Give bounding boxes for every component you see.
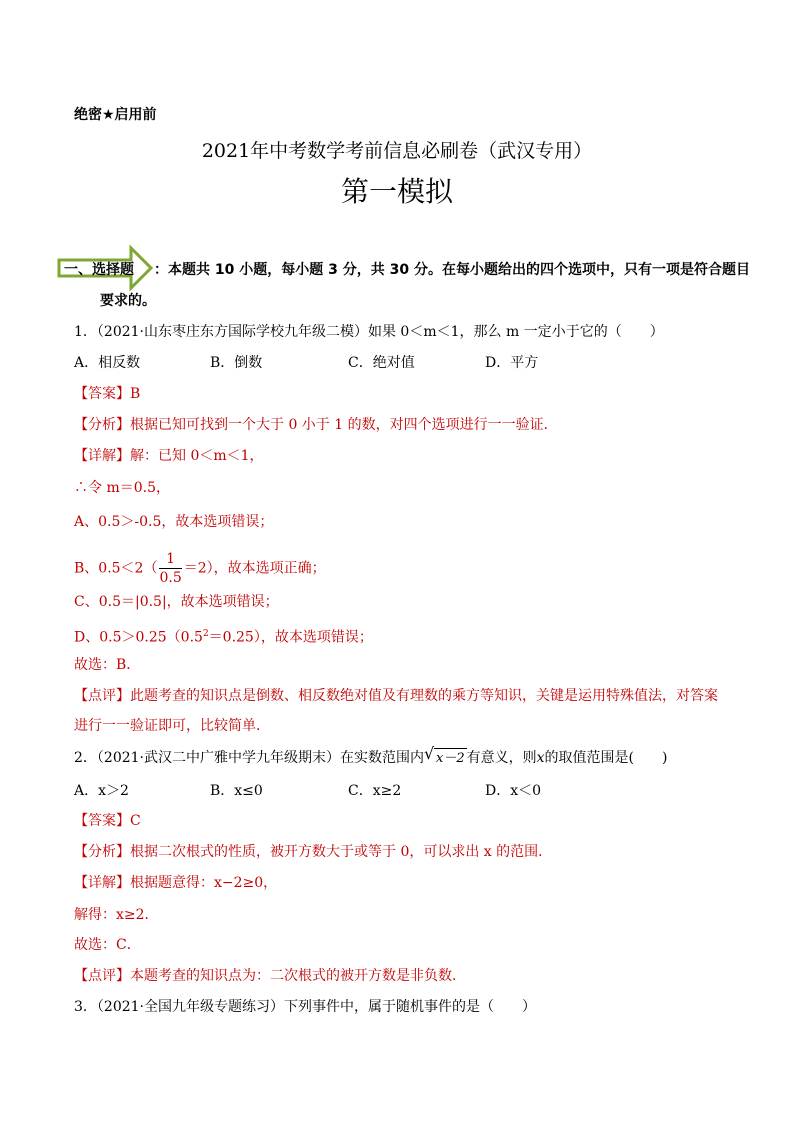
q2-comment [74,966,466,986]
answer-tag: 【答案】 [74,813,130,829]
q1-option-d: D．平方 [485,355,539,371]
exam-title: 2021年中考数学考前信息必刷卷（武汉专用） [201,140,593,162]
detail-text: 根据题意得：x−2≥0， [130,875,278,891]
q2-stem-mid: 有意义，则 [466,750,537,766]
comment-tag: 【点评】 [74,688,130,704]
q2-analysis [74,842,552,862]
q1-comment [74,686,718,706]
answer-tag: 【答案】 [74,386,130,402]
detail-text: 解：已知 0＜m＜1， [130,448,264,464]
q1-analysis [74,415,558,435]
line-b-post: ＝2），故本选项正确； [183,560,326,577]
section-instructions-cont: 要求的。 [100,293,156,309]
q2-stem-post: 的取值范围是( ) [544,750,668,766]
q2-stem [74,744,668,769]
line-b-pre: B、0.5＜2（ [74,560,158,577]
q3-stem: 3．（2021·全国九年级专题练习）下列事件中，属于随机事件的是（ ） [74,999,536,1015]
q1-line-a: A、0.5＞-0.5，故本选项错误； [74,514,274,530]
q1-comment-cont: 进行一一验证即可，比较简单． [74,718,270,734]
q1-option-b: B．倒数 [210,355,263,371]
q1-detail [74,446,264,466]
q1-choose: 故选：B． [74,657,141,673]
q1-line-b [74,550,326,587]
q1-answer [74,384,140,404]
comment-text: 本题考查的知识点为：二次根式的被开方数是非负数． [130,968,466,984]
section-label: 一、选择题 [64,262,134,278]
q2-option-d: D．x＜0 [485,783,542,799]
answer-value: C [130,813,141,829]
answer-value: B [130,386,141,402]
analysis-text: 根据已知可找到一个大于 0 小于 1 的数，对四个选项进行一一验证． [130,417,558,433]
q1-option-c: C．绝对值 [348,355,415,371]
q1-line-d [74,624,373,648]
comment-text: 此题考查的知识点是倒数、相反数绝对值及有理数的乘方等知识，关键是运用特殊值法，对答案 [130,688,718,704]
fraction [159,550,181,587]
fraction-numerator: 1 [159,550,181,569]
sqrt-radicand: x－2 [434,748,467,769]
q1-stem: 1．（2021·山东枣庄东方国际学校九年级二模）如果 0＜m＜1，那么 m 一定小于它的（ ） [74,324,664,340]
analysis-tag: 【分析】 [74,844,130,860]
comment-tag: 【点评】 [74,968,130,984]
q2-stem-var: x [536,750,545,766]
q2-option-c: C．x≥2 [348,783,402,799]
q2-stem-pre: 2．（2021·武汉二中广雅中学九年级期末）在实数范围内 [74,750,424,766]
q2-solve: 解得：x≥2． [74,907,159,923]
analysis-tag: 【分析】 [74,417,130,433]
exam-subtitle: 第一模拟 [340,175,453,208]
fraction-denominator: 0.5 [159,570,182,586]
q2-detail [74,873,277,893]
q1-line-c: C、0.5＝|0.5|，故本选项错误； [74,594,279,610]
q2-choose: 故选：C． [74,937,141,953]
sqrt-expression [424,744,467,769]
detail-tag: 【详解】 [74,875,130,891]
detail-tag: 【详解】 [74,448,130,464]
secret-label: 绝密★启用前 [74,107,157,123]
q2-option-a: A．x＞2 [74,783,129,799]
section-instructions: ：本题共 10 小题，每小题 3 分，共 30 分。在每小题给出的四个选项中，只有一项是符合题目 [154,262,750,278]
analysis-text: 根据二次根式的性质，被开方数大于或等于 0，可以求出 x 的范围． [130,844,553,860]
line-d-pre: D、0.5＞0.25（0.5 [74,629,203,646]
q1-let: ∴令 m＝0.5， [74,480,170,496]
q1-option-a: A．相反数 [74,355,141,371]
sqrt-icon: √ [424,744,435,763]
line-d-sup: 2 [202,629,209,639]
line-d-post: ＝0.25），故本选项错误； [208,629,373,646]
q2-option-b: B．x≤0 [210,783,263,799]
q2-answer [74,811,141,831]
